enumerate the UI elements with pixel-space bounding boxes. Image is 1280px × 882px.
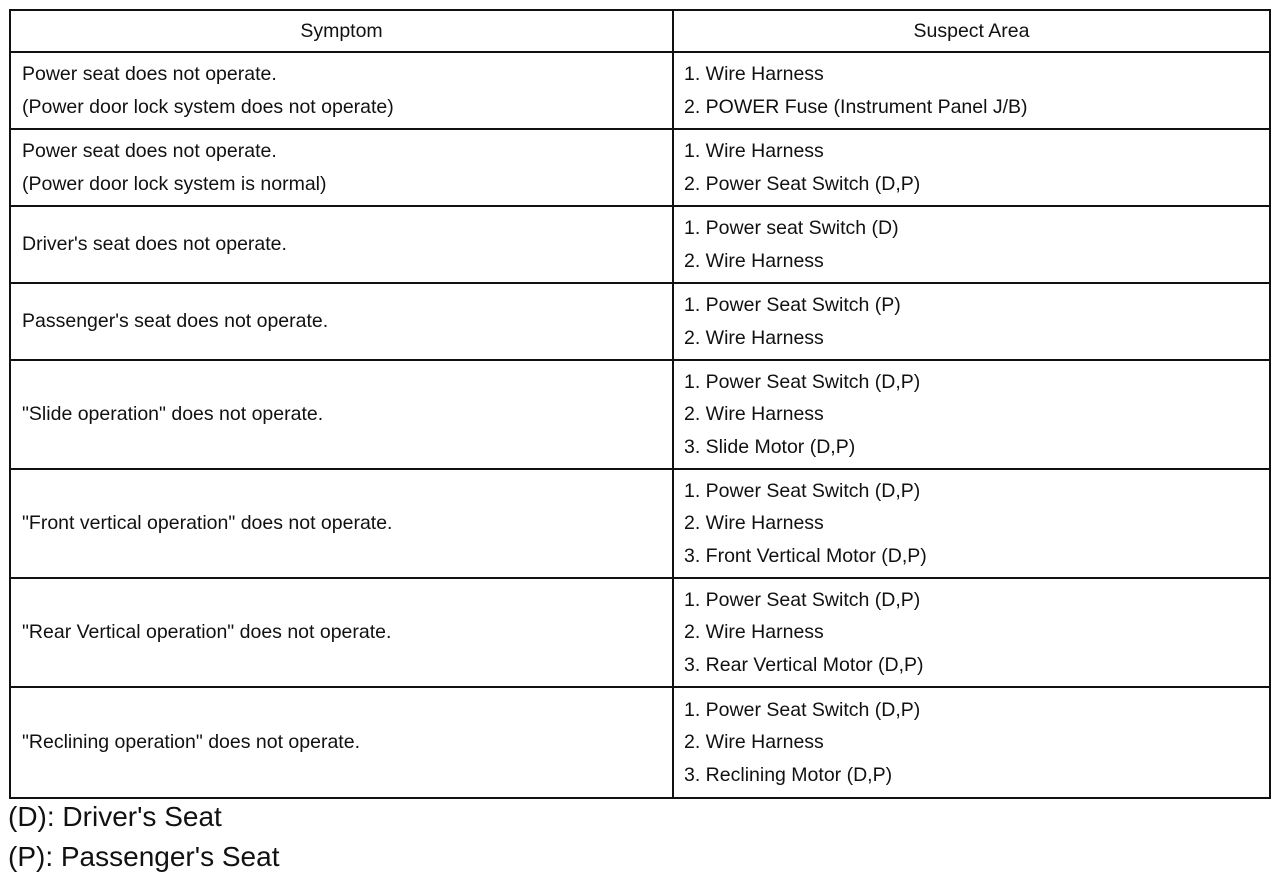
table-row xyxy=(11,130,1269,207)
suspect-cell xyxy=(674,207,1269,282)
table-row xyxy=(11,361,1269,470)
suspect-cell xyxy=(674,130,1269,205)
troubleshooting-table xyxy=(9,9,1271,799)
legend-passenger: (P): Passenger's Seat xyxy=(8,841,280,872)
symptom-text: (Power door lock system does not operate) xyxy=(22,95,394,118)
table-row xyxy=(11,53,1269,130)
symptom-text: Power seat does not operate. xyxy=(22,63,277,85)
suspect-item: 1. Wire Harness xyxy=(684,140,824,162)
symptom-text: "Slide operation" does not operate. xyxy=(22,403,324,426)
suspect-item: 3. Slide Motor (D,P) xyxy=(684,435,856,458)
table-row xyxy=(11,207,1269,284)
symptom-cell xyxy=(11,130,674,205)
suspect-item: 1. Power Seat Switch (P) xyxy=(684,294,901,316)
symptom-text: "Rear Vertical operation" does not operate. xyxy=(22,621,392,644)
symptom-cell xyxy=(11,284,674,359)
suspect-item: 2. Wire Harness xyxy=(684,326,824,349)
symptom-cell xyxy=(11,688,674,797)
suspect-item: 2. Wire Harness xyxy=(684,249,824,272)
table-row xyxy=(11,579,1269,688)
suspect-item: 1. Power Seat Switch (D,P) xyxy=(684,698,921,721)
suspect-item: 2. POWER Fuse (Instrument Panel J/B) xyxy=(684,95,1028,118)
suspect-item: 1. Power seat Switch (D) xyxy=(684,217,899,239)
symptom-cell xyxy=(11,207,674,282)
symptom-text: (Power door lock system is normal) xyxy=(22,172,327,195)
suspect-item: 2. Wire Harness xyxy=(684,731,824,754)
suspect-item: 2. Wire Harness xyxy=(684,512,824,535)
suspect-item: 1. Power Seat Switch (D,P) xyxy=(684,588,921,611)
symptom-text: Passenger's seat does not operate. xyxy=(22,310,329,333)
legend xyxy=(8,797,279,877)
header-suspect-area: Suspect Area xyxy=(913,19,1030,42)
suspect-item: 1. Power Seat Switch (D,P) xyxy=(684,479,921,502)
suspect-item: 2. Wire Harness xyxy=(684,621,824,644)
symptom-text: "Front vertical operation" does not operate. xyxy=(22,512,393,535)
symptom-text: Power seat does not operate. xyxy=(22,140,277,162)
table-row xyxy=(11,688,1269,797)
suspect-cell xyxy=(674,361,1269,468)
symptom-cell xyxy=(11,470,674,577)
table-row xyxy=(11,470,1269,579)
table-header-row xyxy=(11,11,1269,53)
suspect-item: 1. Wire Harness xyxy=(684,63,824,85)
suspect-item: 1. Power Seat Switch (D,P) xyxy=(684,370,921,393)
suspect-cell xyxy=(674,284,1269,359)
symptom-text: Driver's seat does not operate. xyxy=(22,233,287,256)
suspect-cell xyxy=(674,470,1269,577)
suspect-item: 2. Power Seat Switch (D,P) xyxy=(684,172,921,195)
symptom-cell xyxy=(11,53,674,128)
suspect-cell xyxy=(674,688,1269,797)
suspect-cell xyxy=(674,53,1269,128)
symptom-cell xyxy=(11,579,674,686)
legend-driver: (D): Driver's Seat xyxy=(8,801,222,832)
symptom-text: "Reclining operation" does not operate. xyxy=(22,731,360,754)
header-symptom: Symptom xyxy=(11,11,674,51)
suspect-item: 3. Reclining Motor (D,P) xyxy=(684,763,893,786)
table-row xyxy=(11,284,1269,361)
suspect-item: 3. Rear Vertical Motor (D,P) xyxy=(684,653,924,676)
suspect-cell xyxy=(674,579,1269,686)
suspect-item: 2. Wire Harness xyxy=(684,403,824,426)
suspect-item: 3. Front Vertical Motor (D,P) xyxy=(684,544,927,567)
symptom-cell xyxy=(11,361,674,468)
